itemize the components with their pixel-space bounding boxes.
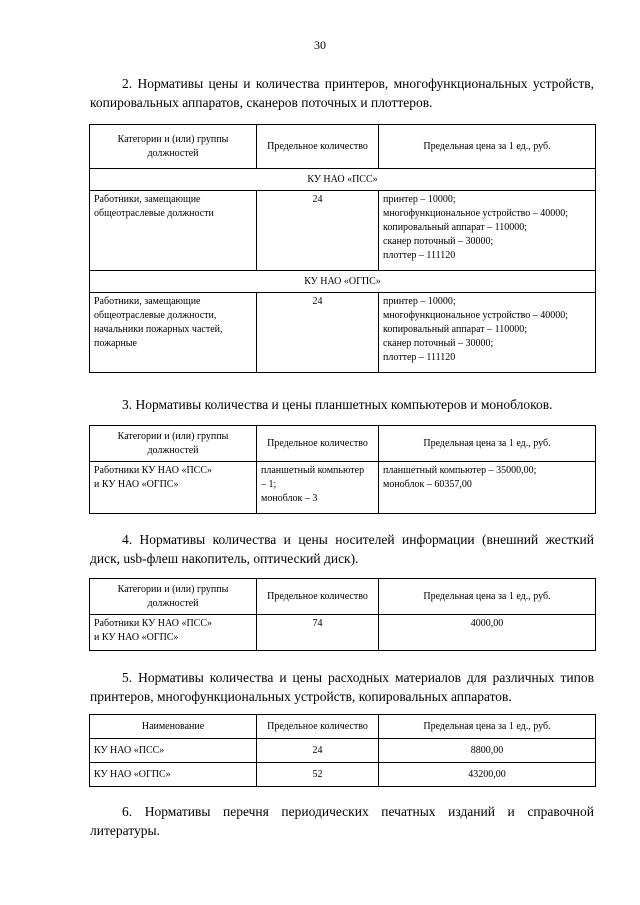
header-price: Предельная цена за 1 ед., руб. (379, 125, 596, 169)
table-tablets (89, 425, 596, 514)
header-price: Предельная цена за 1 ед., руб. (379, 715, 596, 739)
table-storage-media (89, 578, 596, 651)
header-price: Предельная цена за 1 ед., руб. (379, 426, 596, 462)
section-row-ogps: КУ НАО «ОГПС» (90, 271, 596, 293)
row-price: 8800,00 (379, 739, 596, 763)
header-price: Предельная цена за 1 ед., руб. (379, 579, 596, 615)
row-quantity: планшетный компьютер – 1; моноблок – 3 (257, 462, 379, 514)
row-quantity: 24 (257, 191, 379, 271)
header-category: Категории и (или) группы должностей (90, 579, 257, 615)
row-name: КУ НАО «ОГПС» (90, 763, 257, 787)
row-category: Работники, замещающие общеотраслевые должности (90, 191, 257, 271)
section-3-heading: 3. Нормативы количества и цены планшетных компьютеров и моноблоков. (122, 397, 553, 412)
row-quantity: 24 (257, 293, 379, 373)
header-category: Категории и (или) группы должностей (90, 125, 257, 169)
row-price-list: принтер – 10000; многофункциональное устройство – 40000; копировальный аппарат – 110000; сканер поточный – 30000; плоттер – 111120 (379, 191, 596, 271)
header-quantity: Предельное количество (257, 426, 379, 462)
header-quantity: Предельное количество (257, 715, 379, 739)
header-quantity: Предельное количество (257, 125, 379, 169)
row-quantity: 24 (257, 739, 379, 763)
page-number: 30 (314, 38, 326, 52)
row-quantity: 52 (257, 763, 379, 787)
table-printers (89, 124, 596, 373)
row-quantity: 74 (257, 615, 379, 651)
header-category: Категории и (или) группы должностей (90, 426, 257, 462)
row-category: Работники КУ НАО «ПСС» и КУ НАО «ОГПС» (90, 462, 257, 514)
row-category: Работники, замещающие общеотраслевые должности, начальники пожарных частей, пожарные (90, 293, 257, 373)
row-price: 43200,00 (379, 763, 596, 787)
row-category: Работники КУ НАО «ПСС» и КУ НАО «ОГПС» (90, 615, 257, 651)
row-price-list: планшетный компьютер – 35000,00; моноблок – 60357,00 (379, 462, 596, 514)
section-5-heading: 5. Нормативы количества и цены расходных материалов для различных типов принтеров, многофункциональных устройств, копировальных аппаратов. (90, 670, 594, 704)
row-price: 4000,00 (379, 615, 596, 651)
section-2-heading: 2. Нормативы цены и количества принтеров, многофункциональных устройств, копировальных аппаратов, сканеров поточных и плоттеров. (90, 76, 594, 110)
header-quantity: Предельное количество (257, 579, 379, 615)
section-row-pss: КУ НАО «ПСС» (90, 169, 596, 191)
table-consumables (89, 714, 596, 787)
section-6-heading: 6. Нормативы перечня периодических печатных изданий и справочной литературы. (90, 804, 594, 838)
section-4-heading: 4. Нормативы количества и цены носителей информации (внешний жесткий диск, usb-флеш накопитель, оптический диск). (90, 532, 594, 566)
header-name: Наименование (90, 715, 257, 739)
row-price-list: принтер – 10000; многофункциональное устройство – 40000; копировальный аппарат – 110000; сканер поточный – 30000; плоттер – 111120 (379, 293, 596, 373)
row-name: КУ НАО «ПСС» (90, 739, 257, 763)
